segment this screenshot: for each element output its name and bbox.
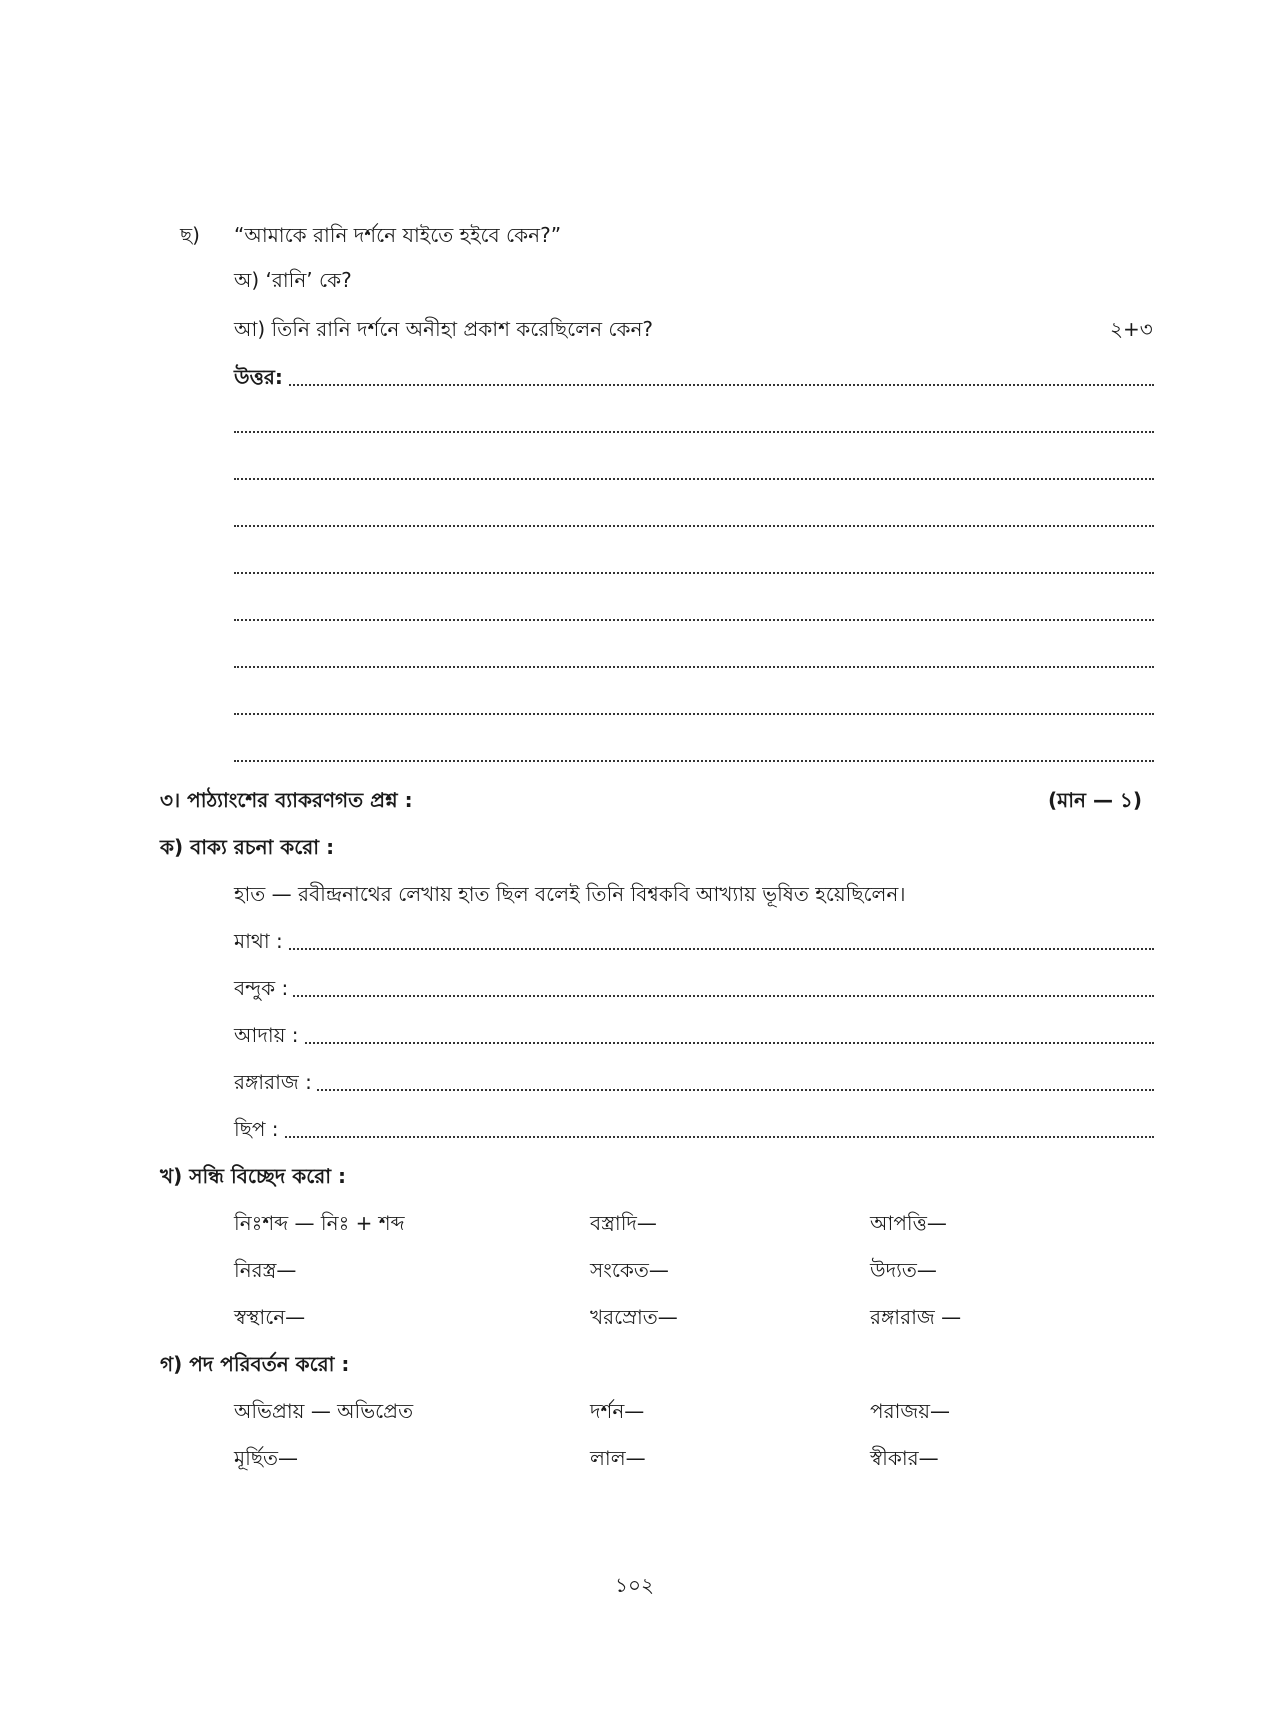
answer-line[interactable] [234, 740, 1154, 766]
sentence-line[interactable] [234, 975, 1154, 1001]
word-label: রঙ্গারাজ : [234, 1069, 316, 1095]
word-label: ছিপ : [234, 1116, 283, 1142]
subsection-title-ga: গ) পদ পরিবর্তন করো : [160, 1352, 350, 1376]
section-marks: (মান — ১) [1048, 788, 1143, 812]
answer-line[interactable] [234, 458, 1154, 484]
page-number: ১০২ [615, 1573, 654, 1597]
sandhi-item: খরস্রোত— [590, 1305, 678, 1329]
answer-line[interactable] [234, 364, 1154, 390]
pod-item: মূর্ছিত— [234, 1446, 298, 1470]
pod-item: দর্শন— [590, 1399, 645, 1423]
word-label: মাথা : [234, 928, 287, 954]
section-title: ৩। পাঠ্যাংশের ব্যাকরণগত প্রশ্ন : [160, 788, 413, 812]
question-quote: “আমাকে রানি দর্শনে যাইতে হইবে কেন?” [234, 223, 562, 247]
dotted-rule [234, 619, 1154, 621]
pod-item: লাল— [590, 1446, 646, 1470]
dotted-rule [234, 1089, 1154, 1091]
sandhi-item: আপত্তি— [870, 1211, 947, 1235]
pod-item: অভিপ্রায় — অভিপ্রেত [234, 1399, 414, 1423]
dotted-rule [234, 572, 1154, 574]
answer-line[interactable] [234, 411, 1154, 437]
sentence-line[interactable] [234, 928, 1154, 954]
sandhi-item: বস্ত্রাদি— [590, 1211, 657, 1235]
subsection-title-kha: খ) সন্ধি বিচ্ছেদ করো : [160, 1164, 347, 1188]
sandhi-item: সংকেত— [590, 1258, 669, 1282]
pod-item: স্বীকার— [870, 1446, 939, 1470]
pod-item: পরাজয়— [870, 1399, 951, 1423]
dotted-rule [234, 1136, 1154, 1138]
answer-line[interactable] [234, 599, 1154, 625]
word-label: আদায় : [234, 1022, 303, 1048]
dotted-rule [234, 431, 1154, 433]
dotted-rule [234, 384, 1154, 386]
question-label: ছ) [180, 223, 200, 247]
sandhi-item: রঙ্গারাজ — [870, 1305, 962, 1329]
answer-label: উত্তর: [234, 364, 287, 390]
word-label: বন্দুক : [234, 975, 292, 1001]
subsection-title-ka: ক) বাক্য রচনা করো : [160, 835, 335, 859]
dotted-rule [234, 713, 1154, 715]
dotted-rule [234, 1042, 1154, 1044]
dotted-rule [234, 995, 1154, 997]
dotted-rule [234, 666, 1154, 668]
dotted-rule [234, 948, 1154, 950]
sandhi-item: উদ্যত— [870, 1258, 937, 1282]
sandhi-item: নিঃশব্দ — নিঃ + শব্দ [234, 1211, 405, 1235]
answer-line[interactable] [234, 552, 1154, 578]
sandhi-item: নিরস্ত্র— [234, 1258, 297, 1282]
sentence-line[interactable] [234, 1116, 1154, 1142]
dotted-rule [234, 478, 1154, 480]
dotted-rule [234, 760, 1154, 762]
sub-question-aa: আ) তিনি রানি দর্শনে অনীহা প্রকাশ করেছিলেন কেন? [234, 317, 654, 341]
answer-line[interactable] [234, 646, 1154, 672]
sentence-line[interactable] [234, 1022, 1154, 1048]
answer-line[interactable] [234, 693, 1154, 719]
sandhi-item: স্বস্থানে— [234, 1305, 306, 1329]
sentence-line[interactable] [234, 1069, 1154, 1095]
dotted-rule [234, 525, 1154, 527]
answer-line[interactable] [234, 505, 1154, 531]
example-sentence: হাত — রবীন্দ্রনাথের লেখায় হাত ছিল বলেই তিনি বিশ্বকবি আখ্যায় ভূষিত হয়েছিলেন। [234, 882, 906, 906]
sub-question-a: অ) ‘রানি’ কে? [234, 268, 352, 292]
question-marks: ২+৩ [1110, 317, 1153, 341]
